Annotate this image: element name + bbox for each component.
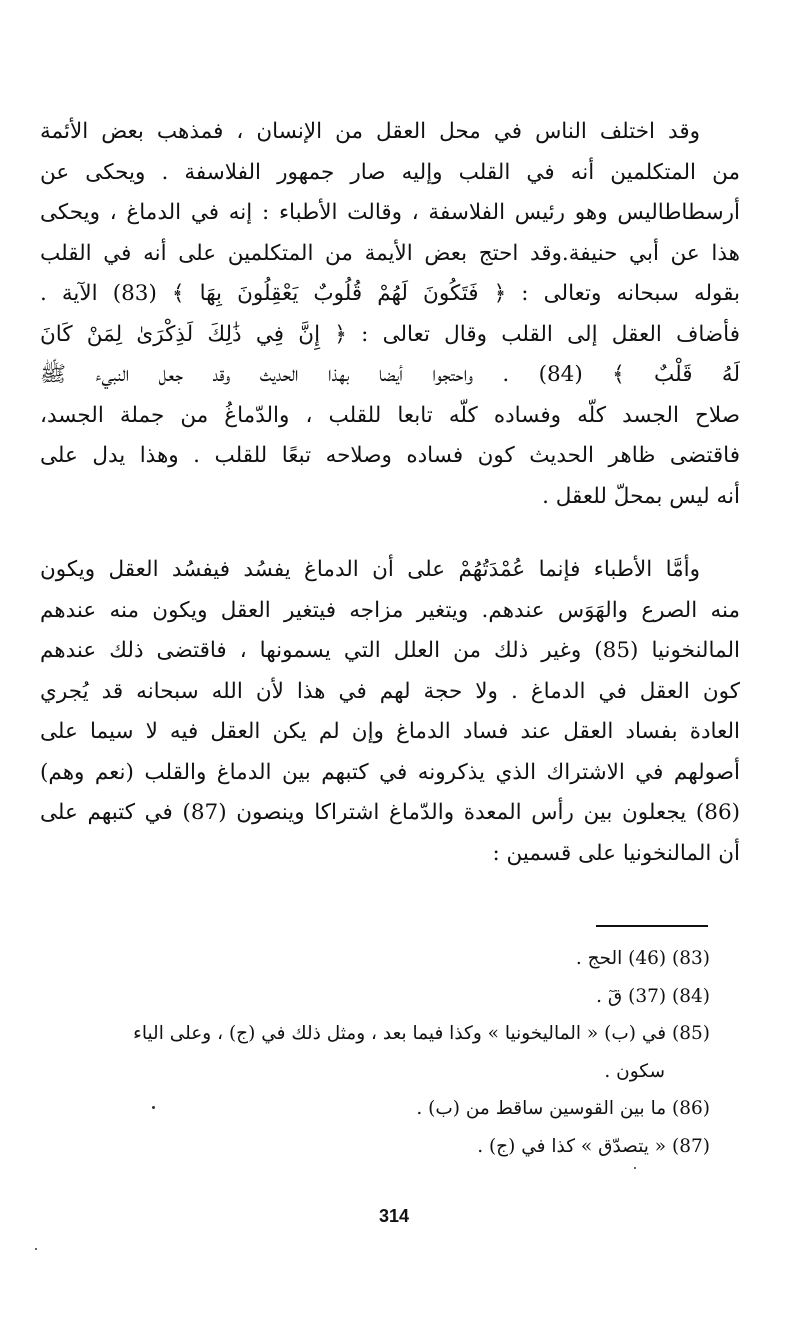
paragraph-line: أصولهم في الاشتراك الذي يذكرونه في كتبهم بين الدماغ والقلب (نعم وهم) <box>40 759 740 785</box>
footnote-divider <box>596 925 708 927</box>
paragraph-line: من المتكلمين أنه في القلب وإليه صار جمهور الفلاسفة . ويحكى عن <box>40 159 740 185</box>
paragraph-line: صلاح الجسد كلّه وفساده كلّه تابعا للقلب ، والدّماغُ من جملة الجسد، <box>40 402 740 428</box>
paragraph-2 <box>40 550 740 874</box>
footnote-85-continuation: سكون . <box>604 1060 665 1082</box>
footnote-86: (86) ما بين القوسين ساقط من (ب) . <box>416 1098 710 1119</box>
paragraph-line: وأمَّا الأطباء فإنما عُمْدَتُهُمْ على أن الدماغ يفسُد فيفسُد العقل ويكون <box>40 557 700 582</box>
paragraph-line: كون العقل في الدماغ . ولا حجة لهم في هذا لأن الله سبحانه قد يُجري <box>40 678 740 704</box>
footnotes <box>40 940 710 1165</box>
paragraph-line: أنه ليس بمحلّ للعقل . <box>542 483 740 509</box>
footnote-87: (87) « يتصدّق » كذا في (ج) . <box>477 1135 710 1157</box>
footnote-83: (83) (46) الحج . <box>575 948 710 969</box>
paragraph-line: بقوله سبحانه وتعالى : ﴿ فَتَكُونَ لَهُمْ قُلُوبٌ يَعْقِلُونَ بِهَا ﴾ (83) الآية . <box>40 281 740 306</box>
page-number: 314 <box>378 1206 410 1226</box>
footnote-85: (85) في (ب) « المالیخونیا » وكذا فيما بعد ، ومثل ذلك في (ج) ، وعلى الياء <box>133 1023 710 1044</box>
paragraph-line: منه الصرع والهَوَس عندهم. ويتغير مزاجه فيتغير العقل ويكون منه عندهم <box>40 597 740 623</box>
paragraph-line: فاقتضى ظاهر الحديث كون فساده وصلاحه تبعًا للقلب . وهذا يدل على <box>40 443 740 468</box>
paragraph-line: أن المالنخونيا على قسمين : <box>492 840 740 866</box>
paragraph-1 <box>40 112 740 517</box>
paragraph-line: هذا عن أبي حنيفة.وقد احتج بعض الأيمة من المتكلمين على أنه في القلب <box>40 240 740 266</box>
scan-speck <box>35 1248 37 1250</box>
paragraph-line: وقد اختلف الناس في محل العقل من الإنسان ، فمذهب بعض الأئمة <box>40 119 700 144</box>
scan-speck <box>634 1167 636 1169</box>
footnote-84: (84) (37) قٓ . <box>596 985 710 1007</box>
scan-speck <box>152 1106 155 1109</box>
paragraph-line: (86) يجعلون بين رأس المعدة والدّماغ اشتراكا وينصون (87) في كتبهم على <box>40 800 741 825</box>
paragraph-line: لَهُ قَلْبٌ ﴾ (84) . واحتجوا أيضا بهذا الحديث وقد جعل النبيء ﷺ <box>40 362 740 387</box>
paragraph-line: أرسطاطاليس وهو رئيس الفلاسفة ، وقالت الأطباء : إنه في الدماغ ، ويحكى <box>40 200 740 225</box>
paragraph-line: المالنخونيا (85) وغير ذلك من العلل التي يسمونها ، فاقتضى ذلك عندهم <box>40 638 740 663</box>
paragraph-line: العادة بفساد العقل عند فساد الدماغ وإن لم يكن العقل فيه لا سيما على <box>40 719 740 744</box>
paragraph-line: فأضاف العقل إلى القلب وقال تعالى : ﴿ إِنَّ فِي ذَٰلِكَ لَذِكْرَىٰ لِمَنْ كَانَ <box>40 321 740 347</box>
